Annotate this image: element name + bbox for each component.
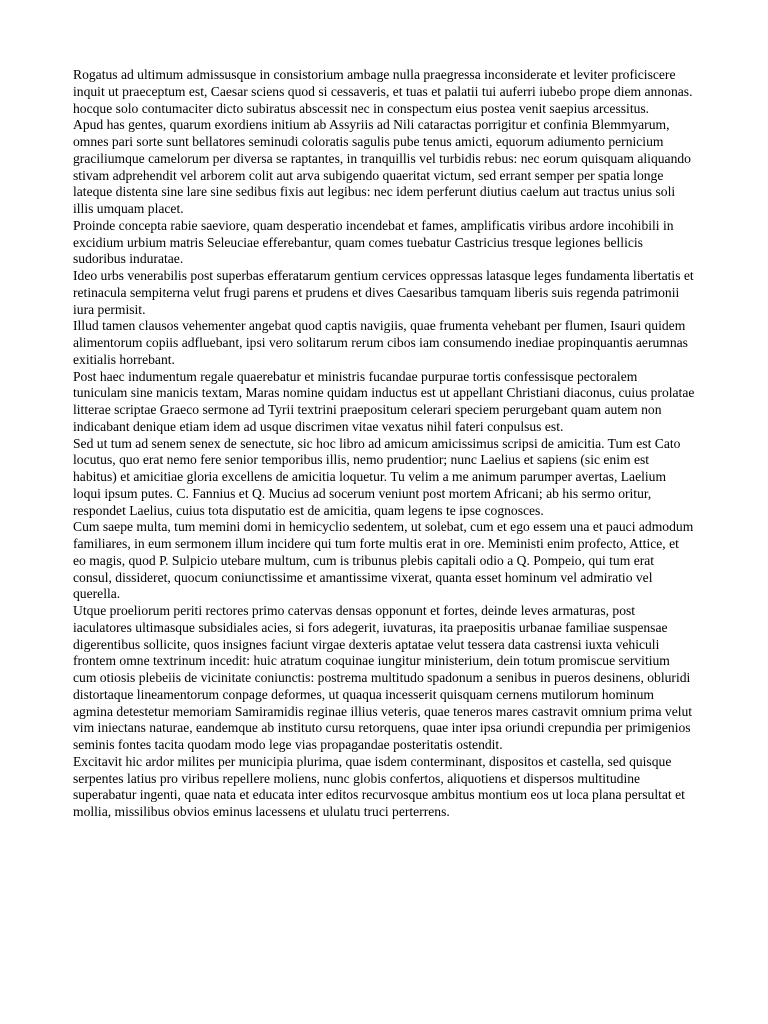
paragraph-7: Sed ut tum ad senem senex de senectute, sic hoc libro ad amicum amicissimus scripsi de amicitia. Tum est Cato locutus, quo erat nemo fere senior temporibus illis, nemo prudentior; nunc Laelius et sapiens (sic enim est habitus) et amicitiae gloria excellens de amicitia loquetur. Tu velim a me animum parumper avertas, Laelium loqui ipsum putes. C. Fannius et Q. Mucius ad socerum veniunt post mortem Africani; ab his sermo oritur, respondet Laelius, cuius tota disputatio est de amicitia, quam legens te ipse cognosces.	[73, 435, 681, 518]
paragraph-1: Rogatus ad ultimum admissusque in consistorium ambage nulla praegressa inconsiderate et leviter proficiscere inquit ut praeceptum est, Caesar sciens quod si cessaveris, et tuas et palatii tui auferri iubebo prope diem annonas. hocque solo contumaciter dicto subiratus abscessit nec in conspectum eius postea venit saepius arcessitus.	[73, 67, 693, 116]
paragraph-8: Cum saepe multa, tum memini domi in hemicyclio sedentem, ut solebat, cum et ego essem una et pauci admodum familiares, in eum sermonem illum incidere qui tum forte multis erat in ore. Meministi enim profecto, Attice, et eo magis, quod P. Sulpicio utebare multum, cum is tribunus plebis capitali odio a Q. Pompeio, qui tum erat consul, dissideret, quocum coniunctissime et amantissime vixerat, quanta esset hominum vel admiratio vel querella.	[73, 519, 694, 602]
document-body	[73, 67, 695, 821]
paragraph-9: Utque proeliorum periti rectores primo catervas densas opponunt et fortes, deinde leves armaturas, post iaculatores ultimasque subsidiales acies, si fors adegerit, iuvaturas, ita praepositis urbanae familiae suspensae digerentibus sollicite, quos insignes faciunt virgae dexteris aptatae velut tessera data castrensi iuxta vehiculi frontem omne textrinum incedit: huic atratum coquinae iungitur ministerium, dein totum promiscue servitium cum otiosis plebeiis de vicinitate coniunctis: postrema multitudo spadonum a senibus in pueros desinens, obluridi distortaque lineamentorum conpage deformes, ut quaqua incesserit quisquam cernens mutilorum hominum agmina detestetur memoriam Samiramidis reginae illius veteris, quae teneros mares castravit omnium prima velut vim iniectans naturae, eandemque ab instituto cursu retorquens, quae inter ipsa oriundi crepundia per primigenios seminis fontes tacita quodam modo lege vias propagandae posteritatis ostendit.	[73, 603, 693, 752]
paragraph-4: Ideo urbs venerabilis post superbas efferatarum gentium cervices oppressas latasque leges fundamenta libertatis et retinacula sempiterna velut frugi parens et prudens et dives Caesaribus tamquam liberis suis regenda patrimonii iura permisit.	[73, 268, 694, 317]
paragraph-5: Illud tamen clausos vehementer angebat quod captis navigiis, quae frumenta vehebant per flumen, Isauri quidem alimentorum copiis adfluebant, ipsi vero solitarum rerum cibos iam consumendo inediae propinquantis aerumnas exitialis horrebant.	[73, 318, 688, 367]
paragraph-10: Excitavit hic ardor milites per municipia plurima, quae isdem conterminant, dispositos et castella, sed quisque serpentes latius pro viribus repellere moliens, nunc globis confertos, aliquotiens et dispersos multitudine superabatur ingenti, quae nata et educata inter editos recurvosque ambitus montium eos ut loca plana persultat et mollia, missilibus obvios eminus lacessens et ululatu truci perterrens.	[73, 753, 685, 819]
paragraph-2: Apud has gentes, quarum exordiens initium ab Assyriis ad Nili cataractas porrigitur et confinia Blemmyarum, omnes pari sorte sunt bellatores seminudi coloratis sagulis pube tenus amicti, equorum adiumento pernicium graciliumque camelorum per diversa se raptantes, in tranquillis vel turbidis rebus: nec eorum quisquam aliquando stivam adprehendit vel arborem colit aut arva subigendo quaeritat victum, sed errant semper per spatia longe lateque distenta sine lare sine sedibus fixis aut legibus: nec idem perferunt diutius caelum aut tractus unius soli illis umquam placet.	[73, 117, 691, 216]
paragraph-6: Post haec indumentum regale quaerebatur et ministris fucandae purpurae tortis confessisque pectoralem tuniculam sine manicis textam, Maras nomine quidam inductus est ut appellant Christiani diaconus, cuius prolatae litterae scriptae Graeco sermone ad Tyrii textrini praepositum celerari speciem perurgebant quam autem non indicabant denique etiam idem ad usque discrimen vitae vexatus nihil fateri conpulsus est.	[73, 368, 695, 434]
paragraph-3: Proinde concepta rabie saeviore, quam desperatio incendebat et fames, amplificatis viribus ardore incohibili in excidium urbium matris Seleuciae efferebantur, quam comes tuebatur Castricius tresque legiones bellicis sudoribus induratae.	[73, 217, 674, 267]
